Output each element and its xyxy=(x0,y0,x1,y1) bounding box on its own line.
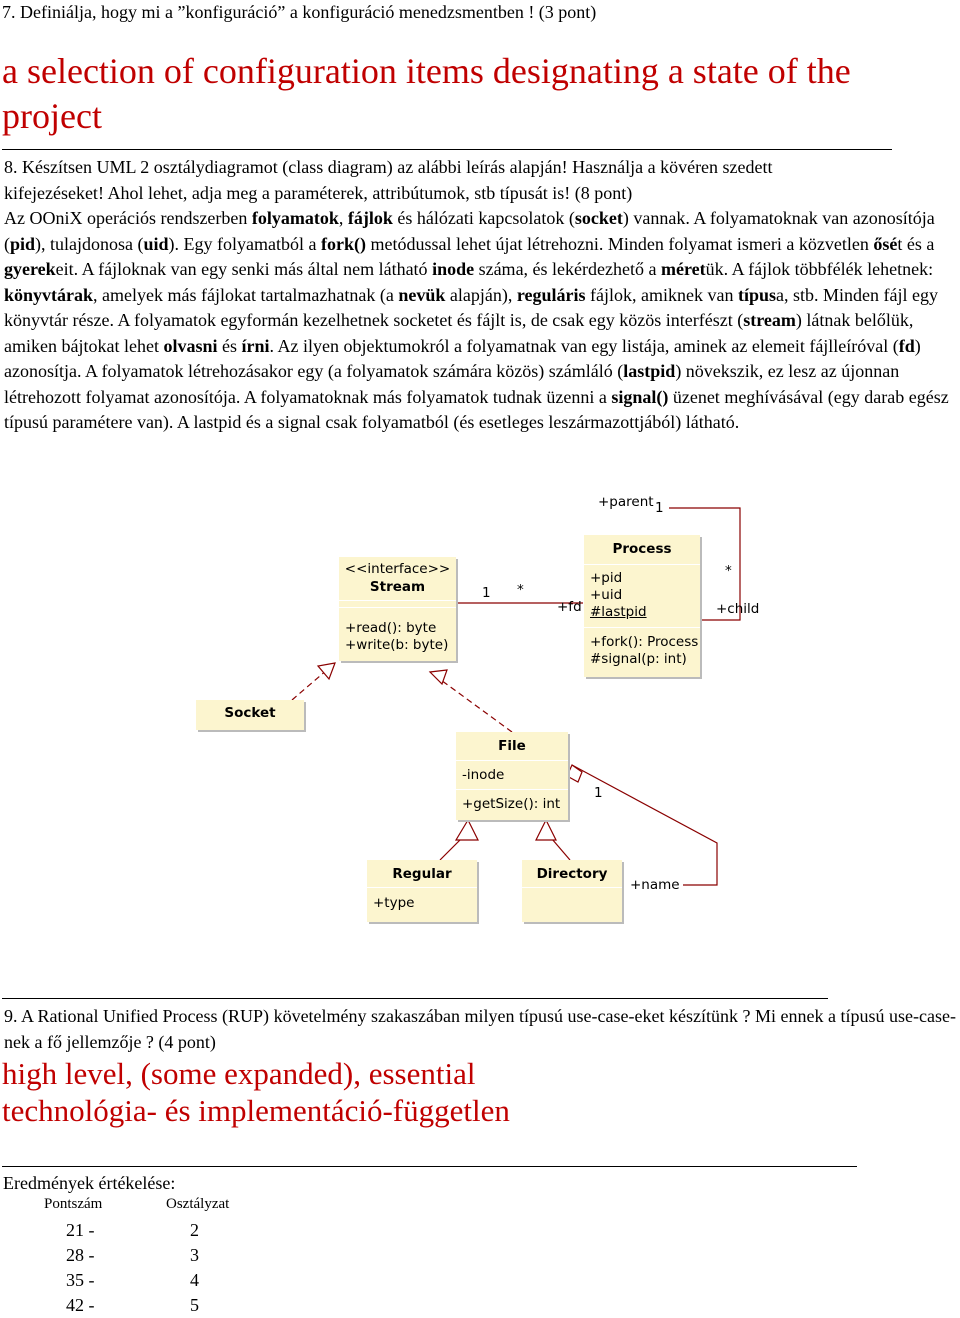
grading-grade: 5 xyxy=(190,1295,199,1315)
process-attr: +pid xyxy=(590,570,623,586)
bold-term: socket xyxy=(574,208,623,228)
uml-class-stream xyxy=(339,557,456,661)
grading-title: Eredmények értékelése: xyxy=(3,1173,176,1193)
label-stream-mult: 1 xyxy=(482,585,491,601)
regular-name: Regular xyxy=(392,866,452,882)
bold-term: olvasni xyxy=(163,335,218,356)
uml-class-file xyxy=(456,732,568,820)
grading-points: 35 - xyxy=(66,1270,95,1290)
label-name: +name xyxy=(630,877,680,893)
process-op: #signal(p: int) xyxy=(590,651,687,667)
uml-class-process xyxy=(584,535,700,677)
socket-name: Socket xyxy=(224,705,276,721)
label-child: +child xyxy=(716,601,760,617)
description-text: , amelyek más fájlokat tartalmazhatnak (a xyxy=(93,284,399,305)
bold-term: nevük xyxy=(398,284,446,305)
description-text: , xyxy=(338,208,348,228)
grading-grade: 3 xyxy=(190,1245,199,1265)
grading-points: 42 - xyxy=(66,1295,95,1315)
description-text: alapján), xyxy=(445,284,517,305)
description-text: . Az ilyen objektumokról a folyamatnak van egy listája, aminek az elemeit fájlleíróval ( xyxy=(269,335,899,356)
q8-description xyxy=(4,206,956,436)
bold-term: fd xyxy=(898,335,915,356)
q8-line2: kifejezéseket! Ahol lehet, adja meg a paraméterek, attribútumok, stb típusát is! (8 pont) xyxy=(4,183,633,203)
bold-term: signal() xyxy=(611,386,669,407)
bold-term: típus xyxy=(738,284,777,305)
description-text: ), tulajdonosa ( xyxy=(35,233,144,254)
bold-term: inode xyxy=(432,259,475,279)
bold-term: folyamatok xyxy=(251,208,339,228)
description-text: ük. A fájlok többfélék lehetnek: xyxy=(705,259,934,279)
bold-term: fájlok xyxy=(347,208,393,228)
description-text: ) azonosítja. A folyamatok létrehozásakor egy (a folyamatok számára közös) számláló ( xyxy=(4,335,921,381)
divider xyxy=(2,149,892,150)
label-child-mult: * xyxy=(725,563,732,579)
process-name: Process xyxy=(612,541,672,557)
divider xyxy=(2,1166,857,1167)
description-text: száma, és lekérdezhető a xyxy=(474,259,661,279)
bold-term: reguláris xyxy=(516,284,586,305)
file-op: +getSize(): int xyxy=(462,796,561,812)
description-text: a, stb. Minden fájl egy könyvtár része. A folyamatok egyformán kezelhetnek socketet és fájlt is, de csak egy közös interfészt ( xyxy=(4,284,939,330)
label-dir-mult: 1 xyxy=(594,785,603,801)
uml-class-regular xyxy=(367,860,477,922)
grading-row xyxy=(66,1243,199,1268)
divider xyxy=(2,998,828,999)
q9-answer-line1: high level, (some expanded), essential xyxy=(2,1056,476,1091)
grading-row xyxy=(66,1268,199,1293)
bold-term: könyvtárak xyxy=(4,284,94,305)
description-text: ) látnak belőlük, amiken bájtokat lehet xyxy=(4,310,914,356)
description-text: és hálózati kapcsolatok ( xyxy=(392,208,575,228)
process-attr: +uid xyxy=(590,587,623,603)
grading-row xyxy=(66,1218,199,1243)
description-text: üzenet meghívásával (egy darab egész típusú paramétere van). A lastpid és a signal csak folyamatból (és esetleges leszármazottjából) látható. xyxy=(4,386,949,432)
description-text: ) növekszik, ez lesz az újonnan létrehozott folyamat azonosítója. A folyamatoknak más folyamatok tudnak üzenni a xyxy=(4,361,900,407)
grading-points: 28 - xyxy=(66,1245,95,1265)
q7-answer-line2: project xyxy=(2,96,102,136)
stream-stereotype: <<interface>> xyxy=(344,561,451,577)
regular-attr: +type xyxy=(373,895,415,911)
grading-row xyxy=(66,1293,199,1318)
bold-term: pid xyxy=(10,233,36,254)
description-text: ) vannak. A folyamatoknak van azonosítója ( xyxy=(4,208,935,254)
grading-grade: 2 xyxy=(190,1220,199,1240)
description-text: Az OOniX operációs rendszerben xyxy=(4,208,252,228)
bold-term: gyerek xyxy=(4,259,56,279)
description-text: t és a xyxy=(897,233,935,254)
q7-answer-line1: a selection of configuration items designating a state of the xyxy=(2,51,851,91)
q8-line1: 8. Készítsen UML 2 osztálydiagramot (class diagram) az alábbi leírás alapján! Használja a kövéren szedett xyxy=(4,157,773,177)
label-fd: +fd xyxy=(557,599,582,615)
description-text: és xyxy=(217,335,242,356)
file-name: File xyxy=(498,738,526,754)
bold-term: fork() xyxy=(321,233,366,254)
bold-term: méret xyxy=(660,259,706,279)
q7-question: 7. Definiálja, hogy mi a ”konfiguráció” a konfiguráció menedzsmentben ! (3 pont) xyxy=(2,2,597,22)
stream-op: +write(b: byte) xyxy=(345,637,449,653)
bold-term: lastpid xyxy=(623,361,676,381)
grading-table xyxy=(66,1218,199,1318)
description-text: ). Egy folyamatból a xyxy=(168,233,322,254)
bold-term: írni xyxy=(241,335,270,356)
uml-class-directory xyxy=(522,860,622,922)
label-fd-mult: * xyxy=(517,582,524,598)
label-parent: +parent xyxy=(598,494,654,510)
uml-class-socket xyxy=(196,700,304,730)
q9-answer-line2: technológia- és implementáció-független xyxy=(2,1093,510,1128)
process-attr: #lastpid xyxy=(590,604,647,620)
stream-name: Stream xyxy=(369,579,426,595)
grading-points: 21 - xyxy=(66,1220,95,1240)
bold-term: ősé xyxy=(873,233,898,254)
description-text: eit. A fájloknak van egy senki más által nem látható xyxy=(55,259,433,279)
stream-op: +read(): byte xyxy=(345,620,437,636)
description-text: fájlok, amiknek van xyxy=(585,284,739,305)
process-op: +fork(): Process xyxy=(590,634,699,650)
label-parent-mult: 1 xyxy=(655,500,664,516)
uml-connectors xyxy=(0,490,960,930)
bold-term: uid xyxy=(143,233,169,254)
grading-col-points: Pontszám xyxy=(44,1196,103,1212)
bold-term: stream xyxy=(743,310,796,330)
file-attr: -inode xyxy=(462,767,505,783)
q9-question: 9. A Rational Unified Process (RUP) követelmény szakaszában milyen típusú use-case-eket készítünk ? Mi ennek a típusú use-case-nek a fő jellemzője ? (4 pont) xyxy=(4,1006,956,1052)
directory-name: Directory xyxy=(536,866,608,882)
grading-grade: 4 xyxy=(190,1270,199,1290)
description-text: metódussal lehet újat létrehozni. Minden folyamat ismeri a közvetlen xyxy=(366,233,874,254)
grading-col-grade: Osztályzat xyxy=(166,1196,230,1212)
